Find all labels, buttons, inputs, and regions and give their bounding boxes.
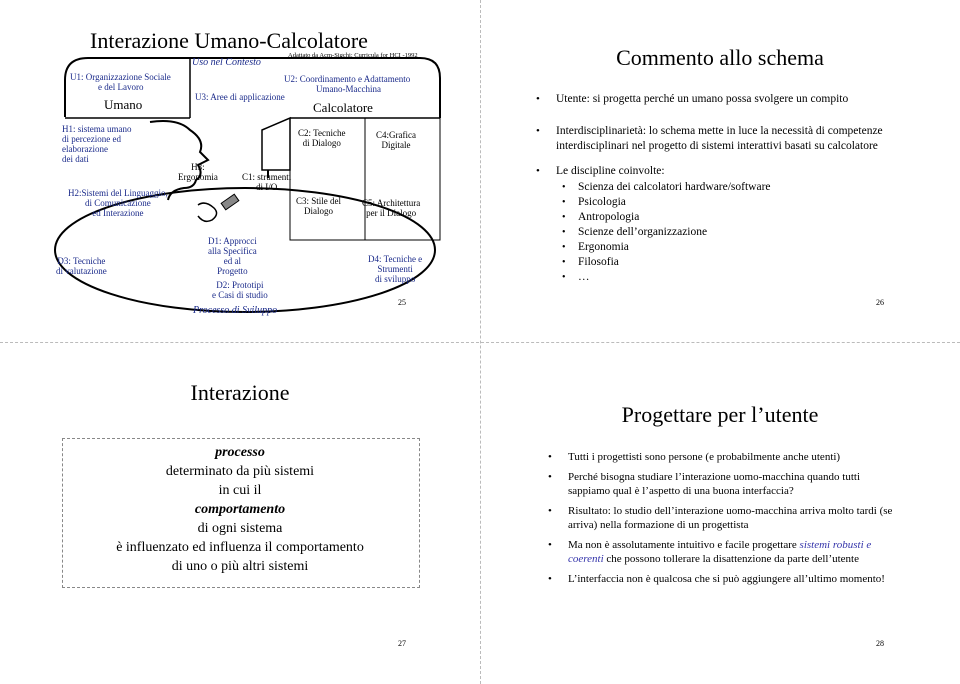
discipline-item: • Psicologia: [556, 195, 940, 210]
slide-25: [0, 0, 480, 342]
label-uso: Uso nel Contesto: [192, 57, 261, 68]
page-number: 27: [398, 639, 406, 648]
label-d4: D4: Tecniche e Strumenti di sviluppo: [368, 254, 423, 284]
page-number: 26: [876, 298, 884, 307]
label-d3: D3: Tecniche di valutazione: [56, 256, 107, 276]
discipline-item: • Scienza dei calcolatori hardware/software: [556, 180, 940, 195]
discipline-item: • Ergonomia: [556, 240, 940, 255]
bullet-list: [542, 450, 902, 586]
slide-27: [0, 342, 480, 684]
label-d2: D2: Prototipi e Casi di studio: [212, 280, 268, 300]
label-c4: C4:Grafica Digitale: [376, 130, 416, 150]
label-u2a: U2: Coordinamento e Adattamento: [284, 74, 411, 84]
label-c5: C5: Architettura per il Dialogo: [362, 198, 421, 218]
page-number: 28: [876, 639, 884, 648]
slide-title: Progettare per l’utente: [621, 402, 819, 427]
discipline-item: • Antropologia: [556, 210, 940, 225]
slide-26: [480, 0, 960, 342]
slide-title: Interazione: [190, 380, 290, 405]
bullet-discipline: • Le discipline coinvolte: • Scienza dei calcolatori hardware/software • Psicologia • Antropologia • Scienze dell’organizzazione • Ergonomia • Filosofia • …: [530, 164, 940, 285]
discipline-item: • …: [556, 270, 940, 285]
label-d1: D1: Approcci alla Specifica ed al Progetto: [208, 236, 257, 276]
label-processo: Processo di Sviluppo: [193, 305, 278, 316]
bullet-interfaccia: • L’interfaccia non è qualcosa che si può aggiungere all’ultimo momento!: [542, 572, 902, 586]
bullet-risultato: • Risultato: lo studio dell’interazione uomo-macchina arriva molto tardi (se arriva) nella formazione di un progettista: [542, 504, 902, 532]
emphasis-text: sistemi robusti e coerenti: [568, 539, 872, 565]
page-number: 25: [398, 298, 406, 307]
label-u1b: e del Lavoro: [98, 82, 144, 92]
label-c1: C1: strumenti di I/O: [242, 172, 292, 192]
definition-text: processo determinato da più sistemi in cui il comportamento di ogni sistema è influenzato ed influenza il comportamento di uno o più altri sistemi: [116, 445, 364, 574]
label-h2: H2:Sistemi del Linguaggio, di Comunicazione ed Interazione: [68, 188, 168, 218]
slide-title: Commento allo schema: [616, 45, 824, 70]
bullet-list: [530, 92, 940, 285]
label-umano: Umano: [104, 97, 143, 112]
label-u2b: Umano-Macchina: [316, 84, 381, 94]
discipline-item: • Filosofia: [556, 255, 940, 270]
bullet-intuitivo: • Ma non è assolutamente intuitivo e facile progettare sistemi robusti e coerenti che possono tollerare la disattenzione da parte dell’utente: [542, 538, 902, 566]
label-calcolatore: Calcolatore: [313, 100, 373, 115]
label-h3: H3: Ergonomia: [178, 162, 218, 182]
slide-28: [480, 342, 960, 684]
source-note: Adattato da Acm-Sigchi: Curricula for HCI -1992: [288, 52, 418, 59]
bullet-progettisti: • Tutti i progettisti sono persone (e probabilmente anche utenti): [542, 450, 902, 464]
discipline-list: [556, 180, 940, 285]
discipline-item: • Scienze dell’organizzazione: [556, 225, 940, 240]
label-u3: U3: Aree di applicazione: [195, 92, 285, 102]
label-c2: C2: Tecniche di Dialogo: [298, 128, 346, 148]
bullet-interdisciplinarita: • Interdisciplinarietà: lo schema mette in luce la necessità di competenze interdisciplinari nel progetto di sistemi interattivi basati su calcolatore: [530, 124, 940, 154]
label-u1a: U1: Organizzazione Sociale: [70, 72, 171, 82]
bullet-perche: • Perché bisogna studiare l’interazione uomo-macchina quando tutti sappiamo qual è l’aspetto di una buona interfaccia?: [542, 470, 902, 498]
slide-title: Interazione Umano-Calcolatore: [90, 28, 368, 53]
label-c3: C3: Stile del Dialogo: [296, 196, 341, 216]
bullet-utente: • Utente: si progetta perché un umano possa svolgere un compito: [530, 92, 940, 107]
label-h1: H1: sistema umano di percezione ed elaborazione dei dati: [62, 124, 132, 164]
